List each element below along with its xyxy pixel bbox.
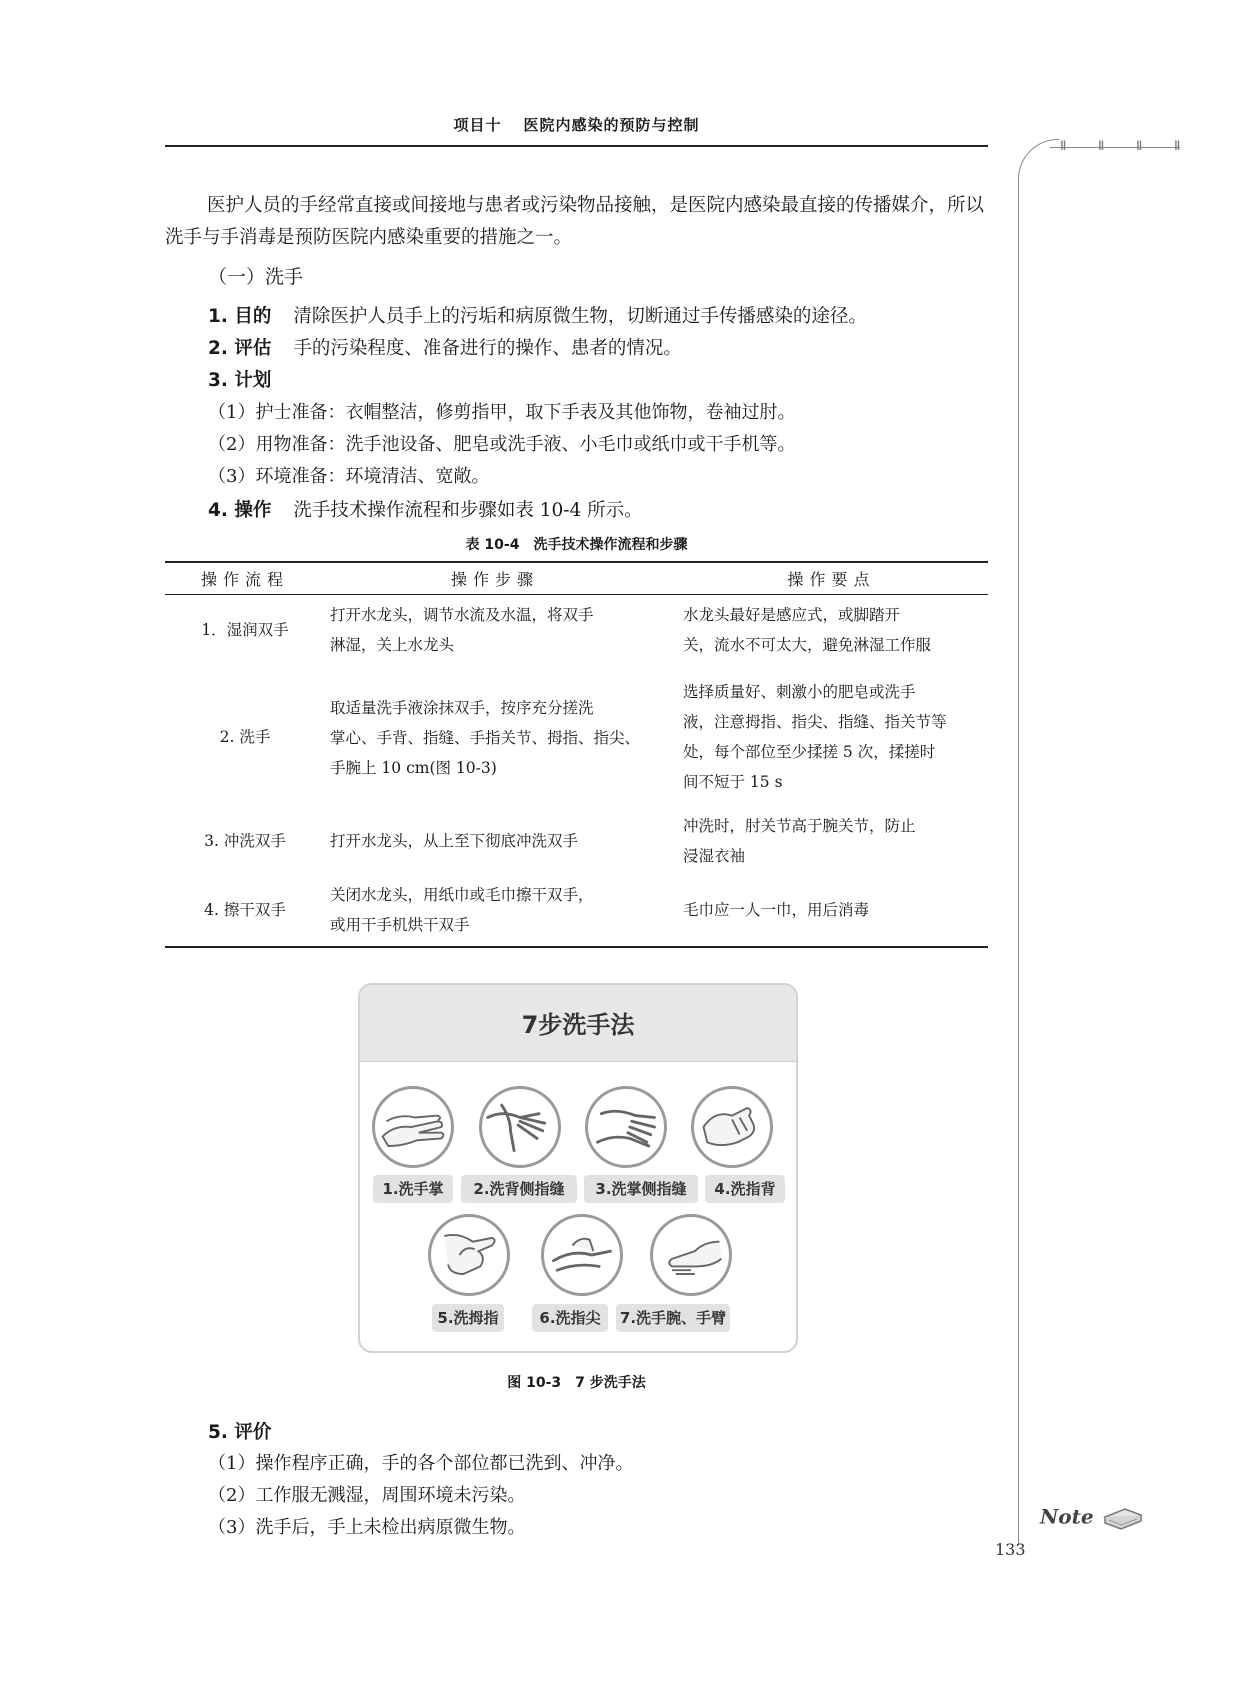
margin-tick: ǁ [1136, 139, 1143, 154]
palm-interlace-icon [585, 1086, 667, 1168]
cell-line: 处，每个部位至少揉搓 5 次，揉搓时 [683, 743, 936, 761]
table-caption: 表 10-4 洗手技术操作流程和步骤 [465, 537, 688, 553]
evaluation-line: （3）洗手后，手上未检出病原微生物。 [208, 1517, 526, 1538]
running-header [165, 114, 988, 135]
item-label: 3. 计划 [208, 370, 272, 391]
table-rule-top [165, 561, 988, 563]
note-text: Note [1040, 1504, 1094, 1529]
margin-tick: ǁ [1098, 139, 1105, 154]
cell-line: 手腕上 10 cm(图 10-3) [330, 759, 497, 777]
cell-line: 毛巾应一人一巾，用后消毒 [683, 901, 870, 919]
step-label: 3.洗掌侧指缝 [584, 1175, 698, 1203]
table-header-flow: 操作流程 [200, 570, 289, 589]
cell-line: 间不短于 15 s [683, 773, 783, 791]
table-cell-steps [330, 693, 675, 783]
cell-line: 液，注意拇指、指尖、指缝、指关节等 [683, 713, 947, 731]
table-cell-steps [330, 880, 675, 940]
table-cell-flow: 2. 洗手 [219, 728, 271, 746]
item-label: 4. 操作 [208, 500, 272, 521]
wrist-wash-icon [650, 1214, 732, 1296]
palm-rub-icon [372, 1086, 454, 1168]
handwash-figure [358, 983, 798, 1353]
cell-line: 取适量洗手液涂抹双手，按序充分搓洗 [330, 699, 594, 717]
margin-tick: ǁ [1060, 139, 1067, 154]
section-title: （一）洗手 [208, 266, 304, 288]
item-text: 清除医护人员手上的污垢和病原微生物，切断通过手传播感染的途径。 [293, 306, 867, 327]
book-icon [1101, 1503, 1145, 1533]
item-text: 洗手技术操作流程和步骤如表 10-4 所示。 [293, 500, 643, 521]
item-text: 手的污染程度、准备进行的操作、患者的情况。 [293, 338, 682, 359]
table-header-steps: 操作步骤 [450, 570, 539, 589]
header-project: 项目十 [453, 116, 502, 134]
cell-line: 浸湿衣袖 [683, 847, 746, 865]
evaluation-line: （1）操作程序正确，手的各个部位都已洗到、冲净。 [208, 1453, 634, 1474]
step-label: 5.洗拇指 [432, 1304, 504, 1332]
cell-line: 或用干手机烘干双手 [330, 916, 470, 934]
table-cell-points [683, 600, 993, 660]
table-cell-steps [330, 826, 670, 856]
figure-title: 7步洗手法 [521, 1011, 635, 1039]
figure-caption: 图 10-3 7 步洗手法 [507, 1375, 646, 1391]
fingertip-wash-icon [541, 1214, 623, 1296]
step-label: 6.洗指尖 [532, 1304, 608, 1332]
step-label: 1.洗手掌 [373, 1175, 453, 1203]
item-label: 1. 目的 [208, 306, 272, 327]
item-label: 2. 评估 [208, 338, 272, 359]
table-cell-points [683, 811, 993, 871]
margin-curve [1018, 139, 1059, 200]
table-cell-flow: 4. 擦干双手 [204, 901, 286, 919]
cell-line: 淋湿，关上水龙头 [330, 636, 455, 654]
header-rule [165, 145, 988, 147]
table-cell-points [683, 677, 993, 797]
table-cell-flow: 3. 冲洗双手 [204, 832, 286, 850]
step-label: 2.洗背侧指缝 [461, 1175, 577, 1203]
note-mark [1040, 1503, 1145, 1533]
table-cell-steps [330, 600, 670, 660]
plan-line: （1）护士准备：衣帽整洁，修剪指甲，取下手表及其他饰物，卷袖过肘。 [208, 402, 796, 423]
page-number: 133 [995, 1540, 1026, 1559]
margin-tick: ǁ [1174, 139, 1181, 154]
table-cell-points [683, 895, 993, 925]
table-header-points: 操作要点 [787, 570, 876, 589]
cell-line: 打开水龙头，从上至下彻底冲洗双手 [330, 832, 579, 850]
item-label: 5. 评价 [208, 1422, 272, 1443]
cell-line: 掌心、手背、指缝、手指关节、拇指、指尖、 [330, 729, 641, 747]
intro-paragraph: 医护人员的手经常直接或间接地与患者或污染物品接触，是医院内感染最直接的传播媒介，所以洗手与手消毒是预防医院内感染重要的措施之一。 [165, 195, 985, 248]
header-title: 医院内感染的预防与控制 [523, 116, 700, 134]
cell-line: 关闭水龙头，用纸巾或毛巾擦干双手， [330, 886, 594, 904]
thumb-wash-icon [428, 1214, 510, 1296]
table-rule-header [165, 594, 988, 595]
plan-line: （3）环境准备：环境清洁、宽敞。 [208, 466, 490, 487]
step-label: 4.洗指背 [705, 1175, 785, 1203]
finger-back-icon [691, 1086, 773, 1168]
item-plan [208, 366, 293, 392]
margin-line [1018, 185, 1019, 1545]
cell-line: 冲洗时，肘关节高于腕关节，防止 [683, 817, 916, 835]
cell-line: 打开水龙头，调节水流及水温，将双手 [330, 606, 594, 624]
margin-ticks [1060, 139, 1212, 154]
item-evaluation [208, 1418, 293, 1444]
cell-line: 关，流水不可太大，避免淋湿工作服 [683, 636, 932, 654]
cell-line: 水龙头最好是感应式，或脚踏开 [683, 606, 901, 624]
cell-line: 选择质量好、刺激小的肥皂或洗手 [683, 683, 916, 701]
step-label: 7.洗手腕、手臂 [616, 1304, 730, 1332]
item-operation [208, 496, 643, 522]
item-purpose [208, 302, 867, 328]
table-cell-flow: 1．湿润双手 [201, 621, 289, 639]
evaluation-line: （2）工作服无溅湿，周围环境未污染。 [208, 1485, 526, 1506]
table-rule-bottom [165, 946, 988, 948]
back-interlace-icon [479, 1086, 561, 1168]
item-assessment [208, 334, 682, 360]
plan-line: （2）用物准备：洗手池设备、肥皂或洗手液、小毛巾或纸巾或干手机等。 [208, 434, 796, 455]
